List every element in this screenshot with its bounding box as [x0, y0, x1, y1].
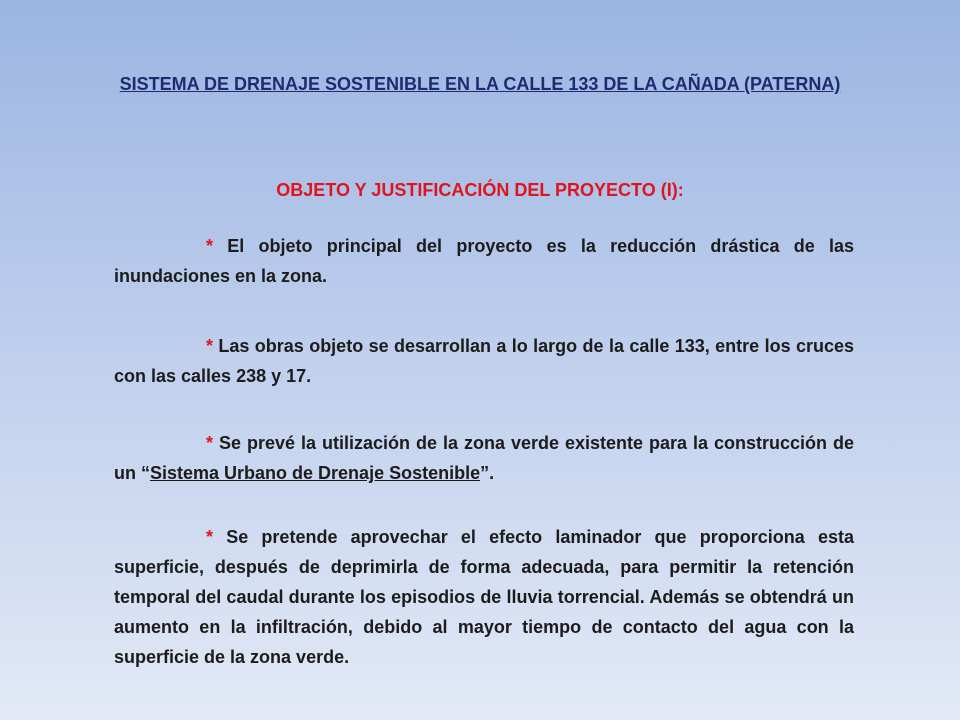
paragraph-text: Las obras objeto se desarrollan a lo largo de la calle 133, entre los cruces con las calles 238 y 17. — [114, 336, 854, 386]
paragraph-text: Se prevé la utilización de la zona verde existente para la construcción de un “ — [114, 433, 854, 483]
bullet-asterisk: * — [206, 527, 214, 547]
bullet-asterisk: * — [206, 236, 214, 256]
paragraph-lamination-effect — [114, 522, 854, 672]
bullet-asterisk: * — [206, 336, 214, 356]
paragraph-text: El objeto principal del proyecto es la reducción drástica de las inundaciones en la zona. — [114, 236, 854, 286]
paragraph-green-zone — [114, 428, 854, 488]
paragraph-text: Se pretende aprovechar el efecto laminador que proporciona esta superficie, después de deprimirla de forma adecuada, para permitir la retención temporal del caudal durante los episodios de lluvia torrencial. Además se obtendrá un aumento en la infiltración, debido al mayor tiempo de contacto del agua con la superficie de la zona verde. — [114, 527, 854, 667]
section-subtitle: OBJETO Y JUSTIFICACIÓN DEL PROYECTO (I): — [276, 180, 684, 200]
paragraph-text-end: ”. — [480, 463, 495, 483]
slide-title: SISTEMA DE DRENAJE SOSTENIBLE EN LA CALLE 133 DE LA CAÑADA (PATERNA) — [119, 74, 841, 94]
sustainable-drainage-link: Sistema Urbano de Drenaje Sostenible — [150, 463, 481, 483]
paragraph-works-location — [114, 331, 854, 391]
bullet-asterisk: * — [206, 433, 214, 453]
paragraph-objective — [114, 231, 854, 291]
